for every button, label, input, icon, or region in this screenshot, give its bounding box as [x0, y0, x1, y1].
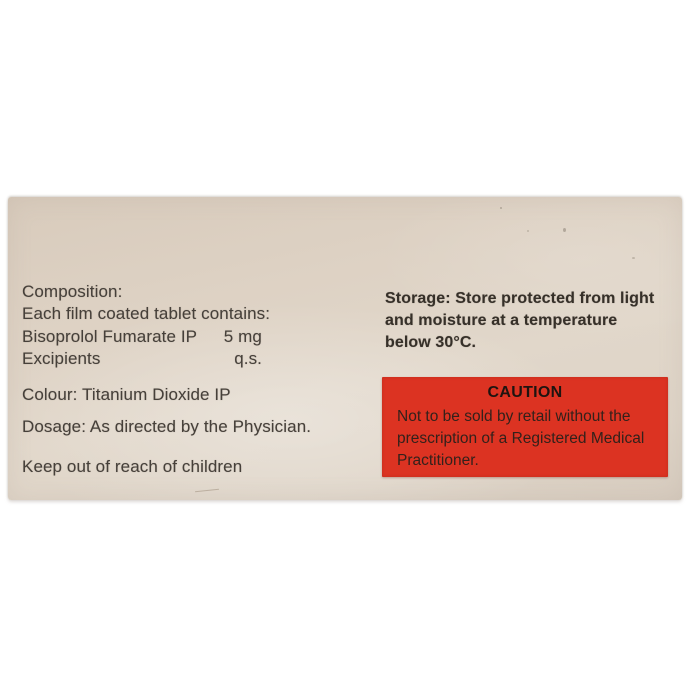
- ingredient-row-bisoprolol: [22, 326, 312, 348]
- medicine-label-photo: [8, 197, 682, 500]
- composition-heading: Composition:: [22, 282, 123, 301]
- caution-title: CAUTION: [487, 384, 563, 401]
- ingredient-amount: 5 mg: [223, 326, 262, 346]
- caution-text: [397, 406, 658, 472]
- scratch-mark: [195, 489, 219, 493]
- keep-out-of-reach-warning: Keep out of reach of children: [22, 457, 243, 476]
- ingredient-row-excipients: [22, 348, 312, 370]
- dosage-line: Dosage: As directed by the Physician.: [22, 417, 312, 436]
- dust-speck: [527, 230, 529, 232]
- dust-speck: [500, 207, 502, 209]
- caution-line: prescription of a Registered Medical: [397, 430, 645, 447]
- ingredient-name: Excipients: [22, 349, 101, 369]
- storage-line: and moisture at a temperature: [385, 312, 618, 329]
- caution-line: Not to be sold by retail without the: [397, 408, 631, 425]
- dust-speck: [563, 228, 566, 232]
- storage-line: Storage: Store protected from light: [385, 290, 655, 307]
- dust-speck: [632, 257, 635, 259]
- storage-section: [385, 288, 677, 354]
- composition-subheading: Each film coated tablet contains:: [22, 304, 271, 324]
- ingredient-amount: q.s.: [234, 349, 262, 369]
- caution-box: [382, 377, 668, 477]
- storage-line: below 30°C.: [385, 334, 477, 351]
- colour-line: Colour: Titanium Dioxide IP: [22, 385, 231, 404]
- ingredient-name: Bisoprolol Fumarate IP: [22, 326, 198, 346]
- caution-line: Practitioner.: [397, 452, 479, 469]
- composition-section: [22, 281, 312, 371]
